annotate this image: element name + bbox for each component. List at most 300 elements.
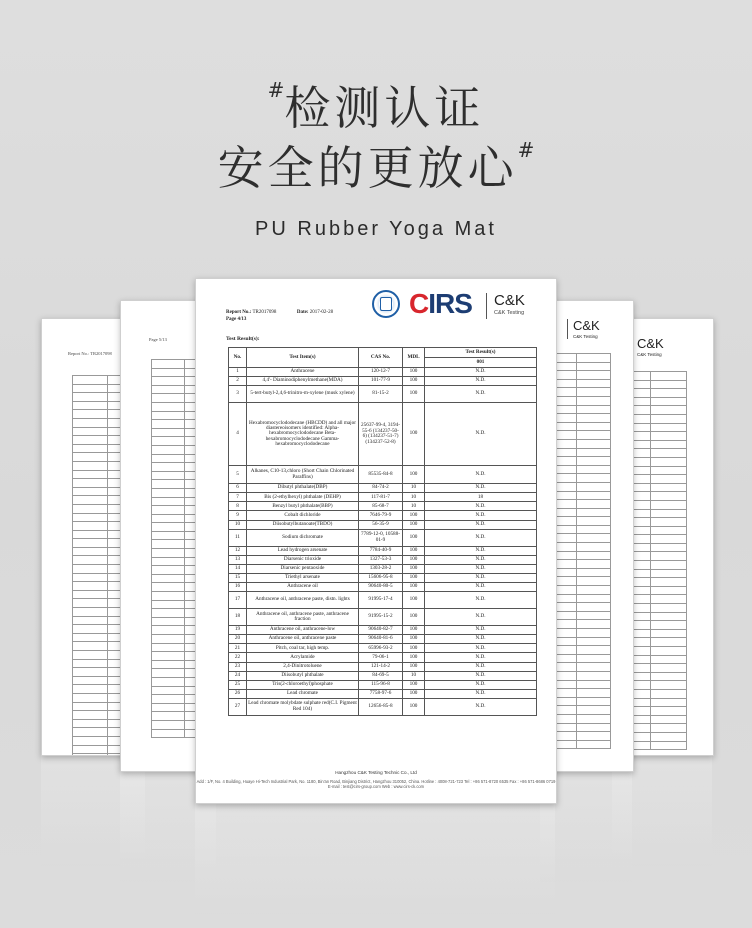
mini-table-cell (152, 463, 185, 472)
mini-table-cell (152, 471, 185, 480)
mini-table-cell (650, 681, 687, 690)
cas-number: 120-12-7 (359, 368, 403, 377)
mini-table-cell (650, 698, 687, 707)
table-header-row (229, 348, 537, 358)
mdl-value: 100 (403, 680, 425, 689)
mini-table-cell (576, 620, 611, 629)
table-row (229, 689, 537, 698)
mini-table-cell (73, 599, 108, 608)
mini-table-cell (152, 609, 185, 618)
test-result: N.D. (425, 386, 537, 403)
mdl-value: 100 (403, 609, 425, 626)
ck-logo-sub-label: C&K Testing (494, 310, 525, 316)
mini-table-cell (650, 552, 687, 561)
mini-table-cell (73, 487, 108, 496)
mini-table-cell (650, 518, 687, 527)
mini-table-cell (576, 611, 611, 620)
row-number: 10 (229, 520, 247, 529)
logo-divider (486, 293, 487, 319)
section-title: Test Result(s): (226, 336, 260, 342)
test-result: 18 (425, 493, 537, 502)
table-row (229, 546, 537, 555)
mini-table-cell (576, 671, 611, 680)
mini-table-cell (73, 427, 108, 436)
test-result: N.D. (425, 635, 537, 644)
mini-table-cell (152, 600, 185, 609)
mini-table-cell (73, 436, 108, 445)
row-number: 15 (229, 573, 247, 582)
test-item: Acrylamide (247, 653, 359, 662)
row-number: 8 (229, 502, 247, 511)
ck-sub-label: C&K Testing (573, 334, 598, 339)
test-result: N.D. (425, 573, 537, 582)
hash-mark: # (517, 138, 535, 162)
mini-table-cell (576, 680, 611, 689)
mdl-value: 10 (403, 484, 425, 493)
mini-table-cell (650, 466, 687, 475)
mini-table-cell (576, 414, 611, 423)
mini-table-cell (73, 668, 108, 677)
row-number: 26 (229, 689, 247, 698)
mini-table-cell (576, 732, 611, 741)
mini-table-cell (576, 371, 611, 380)
seal-emblem-icon (372, 290, 400, 318)
test-item: Benzyl butyl phthalate(BBP) (247, 502, 359, 511)
mini-table-cell (650, 595, 687, 604)
row-number: 1 (229, 368, 247, 377)
test-result: N.D. (425, 689, 537, 698)
mini-table-cell (650, 543, 687, 552)
ck-logo-label: C&K (494, 292, 525, 309)
mini-table-cell (73, 582, 108, 591)
mini-table-cell (650, 389, 687, 398)
mini-table-cell (650, 492, 687, 501)
mini-table-cell (73, 522, 108, 531)
mini-table-cell (650, 432, 687, 441)
mini-table-cell (576, 637, 611, 646)
cas-number: 115-96-8 (359, 680, 403, 689)
mdl-value: 100 (403, 698, 425, 715)
mini-table-cell (152, 669, 185, 678)
test-item: Pitch, coal tar, high temp. (247, 644, 359, 653)
table-row (229, 529, 537, 546)
cas-number: 7758-97-6 (359, 689, 403, 698)
row-number: 4 (229, 403, 247, 466)
mdl-value: 100 (403, 635, 425, 644)
table-row (229, 626, 537, 635)
mini-table-cell (576, 379, 611, 388)
mini-table-cell (152, 549, 185, 558)
mini-table-cell (73, 745, 108, 754)
mini-table-cell (152, 635, 185, 644)
mdl-value: 10 (403, 493, 425, 502)
mini-table-cell (576, 551, 611, 560)
table-row (229, 502, 537, 511)
row-number: 9 (229, 511, 247, 520)
mini-table-cell (576, 422, 611, 431)
mini-table-cell (576, 663, 611, 672)
mini-table-cell (152, 703, 185, 712)
row-number: 13 (229, 555, 247, 564)
mini-table-cell (650, 621, 687, 630)
mini-table-cell (152, 592, 185, 601)
mini-table-cell (650, 569, 687, 578)
test-result: N.D. (425, 403, 537, 466)
table-row (229, 484, 537, 493)
row-number: 27 (229, 698, 247, 715)
mini-table-cell (650, 449, 687, 458)
results-table (228, 347, 537, 716)
mini-table-cell (152, 531, 185, 540)
test-item: 5-tert-butyl-2,4,6-trinitro-m-xylene (musk xylene) (247, 386, 359, 403)
mini-table-cell (576, 388, 611, 397)
test-result: N.D. (425, 377, 537, 386)
test-result: N.D. (425, 609, 537, 626)
mini-table-cell (152, 566, 185, 575)
mdl-value: 100 (403, 583, 425, 592)
ck-label: C&K (573, 318, 600, 333)
mini-table-cell (73, 530, 108, 539)
mini-table-cell (152, 428, 185, 437)
mini-table-cell (650, 475, 687, 484)
mini-table-cell (73, 573, 108, 582)
report-number: Report No.: TR2017098 (68, 351, 112, 356)
headline-line-2 (0, 132, 752, 198)
mini-table-cell (576, 457, 611, 466)
cas-number: 85-68-7 (359, 502, 403, 511)
test-item: Lead chromate molybdate sulphate red(C.I. Pigment Red 104) (247, 698, 359, 715)
row-number: 18 (229, 609, 247, 626)
mini-table-cell (73, 393, 108, 402)
test-item: Lead hydrogen arsenate (247, 546, 359, 555)
test-item: Cobalt dichloride (247, 511, 359, 520)
mdl-value: 100 (403, 377, 425, 386)
row-number: 11 (229, 529, 247, 546)
mini-table-cell (576, 714, 611, 723)
table-row (229, 698, 537, 715)
mini-table-cell (576, 689, 611, 698)
test-result: N.D. (425, 564, 537, 573)
mini-table-cell (576, 706, 611, 715)
mini-table-cell (650, 586, 687, 595)
date-label: Date: (296, 310, 309, 315)
product-subtitle: PU Rubber Yoga Mat (255, 218, 497, 240)
mini-table-cell (650, 664, 687, 673)
mdl-value: 100 (403, 653, 425, 662)
mini-table-cell (73, 702, 108, 711)
mini-table-cell (650, 715, 687, 724)
test-result: N.D. (425, 368, 537, 377)
mini-table-cell (576, 448, 611, 457)
mini-table-cell (73, 676, 108, 685)
row-number: 24 (229, 671, 247, 680)
cirs-logo: CIRS (409, 288, 472, 319)
mini-table-cell (152, 583, 185, 592)
mini-table-cell (576, 577, 611, 586)
ck-label: C&K (637, 336, 664, 351)
table-row (229, 592, 537, 609)
row-number: 7 (229, 493, 247, 502)
test-item: 2,4-Dinitrotoluene (247, 662, 359, 671)
mini-table-cell (73, 479, 108, 488)
table-row (229, 511, 537, 520)
mini-table-cell (576, 517, 611, 526)
page-number: Page 4/13 (226, 317, 247, 322)
row-number: 14 (229, 564, 247, 573)
mini-table-cell (650, 612, 687, 621)
mini-table-cell (152, 394, 185, 403)
table-row (229, 609, 537, 626)
mini-table-cell (650, 578, 687, 587)
mdl-value: 100 (403, 626, 425, 635)
headline-text-1: 检测认证 (284, 81, 485, 135)
mini-table-cell (73, 410, 108, 419)
test-item: Sodium dichromate (247, 529, 359, 546)
row-number: 23 (229, 662, 247, 671)
page-number: Page 5/13 (149, 337, 167, 342)
mini-table-cell (73, 539, 108, 548)
mini-table-cell (73, 719, 108, 728)
sample-id-header: 001 (425, 358, 537, 368)
mini-table-cell (73, 376, 108, 385)
cas-number: 1303-28-2 (359, 564, 403, 573)
mdl-value: 100 (403, 466, 425, 484)
cas-number: 85535-84-8 (359, 466, 403, 484)
row-number: 22 (229, 653, 247, 662)
mini-table-cell (73, 565, 108, 574)
row-number: 25 (229, 680, 247, 689)
table-row (229, 644, 537, 653)
test-item: Hexabromocyclododecane (HBCDD) and all major diastereoisomers identified: Alpha-hexabromocyclododecane Beta-hexabromocyclododecane Gamma-hexabromocyclododecane (247, 403, 359, 466)
mini-table-cell (152, 445, 185, 454)
mini-table-cell (576, 508, 611, 517)
mini-table-cell (650, 406, 687, 415)
mini-table-cell (73, 616, 108, 625)
test-result: N.D. (425, 583, 537, 592)
mdl-value: 100 (403, 573, 425, 582)
test-result: N.D. (425, 680, 537, 689)
mdl-value: 100 (403, 368, 425, 377)
table-row (229, 368, 537, 377)
mini-table-cell (650, 509, 687, 518)
mini-table-cell (650, 724, 687, 733)
mini-table-cell (73, 642, 108, 651)
mini-table-cell (650, 655, 687, 664)
mini-table-cell (73, 711, 108, 720)
table-row (229, 466, 537, 484)
mini-table-cell (73, 590, 108, 599)
mini-table-cell (152, 454, 185, 463)
headline-text-2: 安全的更放心 (217, 141, 518, 195)
mini-table-cell (73, 685, 108, 694)
cas-number: 91995-15-2 (359, 609, 403, 626)
mini-table-cell (73, 625, 108, 634)
mini-table-cell (152, 677, 185, 686)
mini-table-cell (152, 523, 185, 532)
table-row (229, 403, 537, 466)
mini-table-cell (650, 604, 687, 613)
mini-table-cell (152, 617, 185, 626)
cas-number: 81-15-2 (359, 386, 403, 403)
mdl-value: 100 (403, 644, 425, 653)
row-number: 20 (229, 635, 247, 644)
mini-table-cell (650, 500, 687, 509)
row-number: 12 (229, 546, 247, 555)
cas-number: 90640-80-5 (359, 583, 403, 592)
mini-table-cell (576, 354, 611, 363)
reflection (195, 804, 555, 914)
cas-number: 91995-17-4 (359, 592, 403, 609)
table-row (229, 573, 537, 582)
reflection (612, 756, 712, 866)
table-row (229, 680, 537, 689)
mini-table-cell (576, 362, 611, 371)
mini-table-cell (73, 556, 108, 565)
cas-number: 7784-40-9 (359, 546, 403, 555)
mini-table-cell (73, 693, 108, 702)
mini-table-cell (650, 672, 687, 681)
mini-table-cell (576, 525, 611, 534)
ck-sub-label: C&K Testing (637, 352, 662, 357)
mdl-value: 100 (403, 555, 425, 564)
mini-table-cell (152, 557, 185, 566)
cirs-logo-text: IRS (428, 288, 472, 319)
test-result: N.D. (425, 520, 537, 529)
mini-table-cell (576, 482, 611, 491)
mini-table-cell (650, 414, 687, 423)
ck-logo (637, 335, 664, 357)
row-number: 6 (229, 484, 247, 493)
test-result: N.D. (425, 698, 537, 715)
table-row (229, 671, 537, 680)
mini-table-cell (576, 723, 611, 732)
mini-table-cell (650, 629, 687, 638)
row-number: 19 (229, 626, 247, 635)
mini-table-cell (650, 561, 687, 570)
mdl-value: 100 (403, 386, 425, 403)
mini-table-cell (576, 603, 611, 612)
mini-table-cell (576, 560, 611, 569)
mini-table-cell (152, 712, 185, 721)
cas-number: 121-14-2 (359, 662, 403, 671)
mdl-value: 100 (403, 564, 425, 573)
mini-table-cell (152, 643, 185, 652)
table-row (229, 635, 537, 644)
cas-number: 65996-93-2 (359, 644, 403, 653)
mini-table-cell (576, 465, 611, 474)
test-result: N.D. (425, 529, 537, 546)
cas-number: 25637-99-4, 3194-55-6 (134237-50-6) (134237-51-7) (134237-52-8) (359, 403, 403, 466)
mini-table-cell (73, 401, 108, 410)
mdl-value: 100 (403, 689, 425, 698)
mini-table-cell (576, 396, 611, 405)
mini-table-cell (650, 707, 687, 716)
mini-table-cell (73, 633, 108, 642)
headline-line-1 (0, 72, 752, 138)
cas-number: 90640-81-6 (359, 635, 403, 644)
mini-table-cell (152, 626, 185, 635)
mdl-value: 100 (403, 520, 425, 529)
mini-table-cell (576, 740, 611, 749)
test-item: Diarsenic trioxide (247, 555, 359, 564)
row-number: 2 (229, 377, 247, 386)
mini-table-cell (152, 506, 185, 515)
mini-table-cell (650, 397, 687, 406)
mini-table-cell (650, 741, 687, 750)
test-result: N.D. (425, 644, 537, 653)
mini-table-cell (650, 647, 687, 656)
ck-logo (573, 317, 600, 339)
row-number: 17 (229, 592, 247, 609)
mini-table-cell (73, 736, 108, 745)
mini-table-cell (576, 594, 611, 603)
mini-table-cell (650, 423, 687, 432)
table-row (229, 493, 537, 502)
mini-table-cell (73, 470, 108, 479)
test-result: N.D. (425, 511, 537, 520)
row-number: 5 (229, 466, 247, 484)
mini-table-cell (152, 720, 185, 729)
mini-table-cell (152, 497, 185, 506)
mini-table-cell (152, 411, 185, 420)
mini-table-cell (576, 431, 611, 440)
table-row (229, 662, 537, 671)
mini-table-cell (73, 461, 108, 470)
mini-table-cell (650, 457, 687, 466)
test-result: N.D. (425, 546, 537, 555)
mini-table-cell (576, 646, 611, 655)
table-row (229, 555, 537, 564)
cas-number: 84-69-5 (359, 671, 403, 680)
report-header (226, 309, 333, 323)
cas-number: 7789-12-0, 10588-01-9 (359, 529, 403, 546)
mini-table-cell (73, 496, 108, 505)
mdl-value: 100 (403, 529, 425, 546)
mini-table-cell (73, 444, 108, 453)
mini-table-cell (152, 437, 185, 446)
column-header: Test Item(s) (247, 348, 359, 368)
cas-number: 12656-85-8 (359, 698, 403, 715)
column-header: MDL (403, 348, 425, 368)
report-date: 2017-02-28 (309, 310, 334, 315)
mini-table-cell (152, 368, 185, 377)
test-item: Bis (2-ethylhexyl) phthalate (DEHP) (247, 493, 359, 502)
mdl-value: 10 (403, 671, 425, 680)
test-result: N.D. (425, 466, 537, 484)
table-row (229, 520, 537, 529)
mini-table-cell (152, 695, 185, 704)
report-no-label: Report No.: (226, 310, 252, 315)
table-row (229, 653, 537, 662)
mdl-value: 100 (403, 592, 425, 609)
test-item: Lead chromate (247, 689, 359, 698)
row-number: 3 (229, 386, 247, 403)
test-result: N.D. (425, 671, 537, 680)
mdl-value: 100 (403, 546, 425, 555)
mini-table-cell (576, 534, 611, 543)
test-item: Tris(2-chloroethyl)phosphate (247, 680, 359, 689)
cas-number: 1327-53-3 (359, 555, 403, 564)
mini-table-cell (73, 504, 108, 513)
mdl-value: 10 (403, 502, 425, 511)
mini-table-cell (73, 418, 108, 427)
test-item: Anthracene oil, anthracene paste, distn. lights (247, 592, 359, 609)
mini-table-cell (650, 689, 687, 698)
test-item: Anthracene oil, anthracene paste, anthracene fraction (247, 609, 359, 626)
mini-table-cell (73, 659, 108, 668)
mini-table-cell (650, 638, 687, 647)
test-report-main (195, 278, 557, 804)
